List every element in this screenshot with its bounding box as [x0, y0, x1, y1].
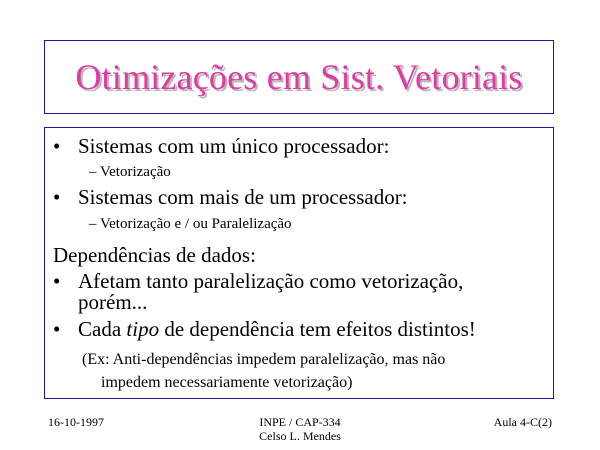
dependencias-heading: Dependências de dados: [53, 243, 256, 267]
bullet-text-line2: porém... [78, 290, 148, 314]
text-before: Cada [78, 317, 127, 341]
bullet-text [78, 318, 476, 340]
bullet-dot-icon: • [53, 185, 61, 209]
slide-title: Otimizações em Sist. Vetoriais [75, 57, 523, 97]
footer-author: Celso L. Mendes [259, 429, 341, 443]
note-line1: (Ex: Anti-dependências impedem paralelização, mas não [82, 351, 446, 368]
text-italic-tipo: tipo [126, 317, 160, 341]
sub-item-vetorizacao-paralelizacao: – Vetorização e / ou Paralelização [89, 216, 292, 232]
footer-course: INPE / CAP-334 [259, 415, 341, 429]
sub-item-vetorizacao: – Vetorização [89, 164, 171, 180]
note-line2: impedem necessariamente vetorização) [101, 374, 353, 391]
bullet-text: Sistemas com um único processador: [78, 134, 390, 158]
footer-date: 16-10-1997 [48, 415, 104, 429]
bullet-text: Sistemas com mais de um processador: [78, 185, 408, 209]
bullet-dot-icon: • [53, 134, 61, 158]
text-after: de dependência tem efeitos distintos! [159, 317, 476, 341]
bullet-text-line1: Afetam tanto paralelização como vetorização, [78, 269, 464, 293]
title-box [44, 40, 554, 114]
content-box [44, 127, 554, 399]
footer-lecture: Aula 4-C(2) [493, 415, 552, 429]
bullet-dot-icon: • [53, 317, 61, 341]
bullet-dot-icon: • [53, 269, 61, 293]
